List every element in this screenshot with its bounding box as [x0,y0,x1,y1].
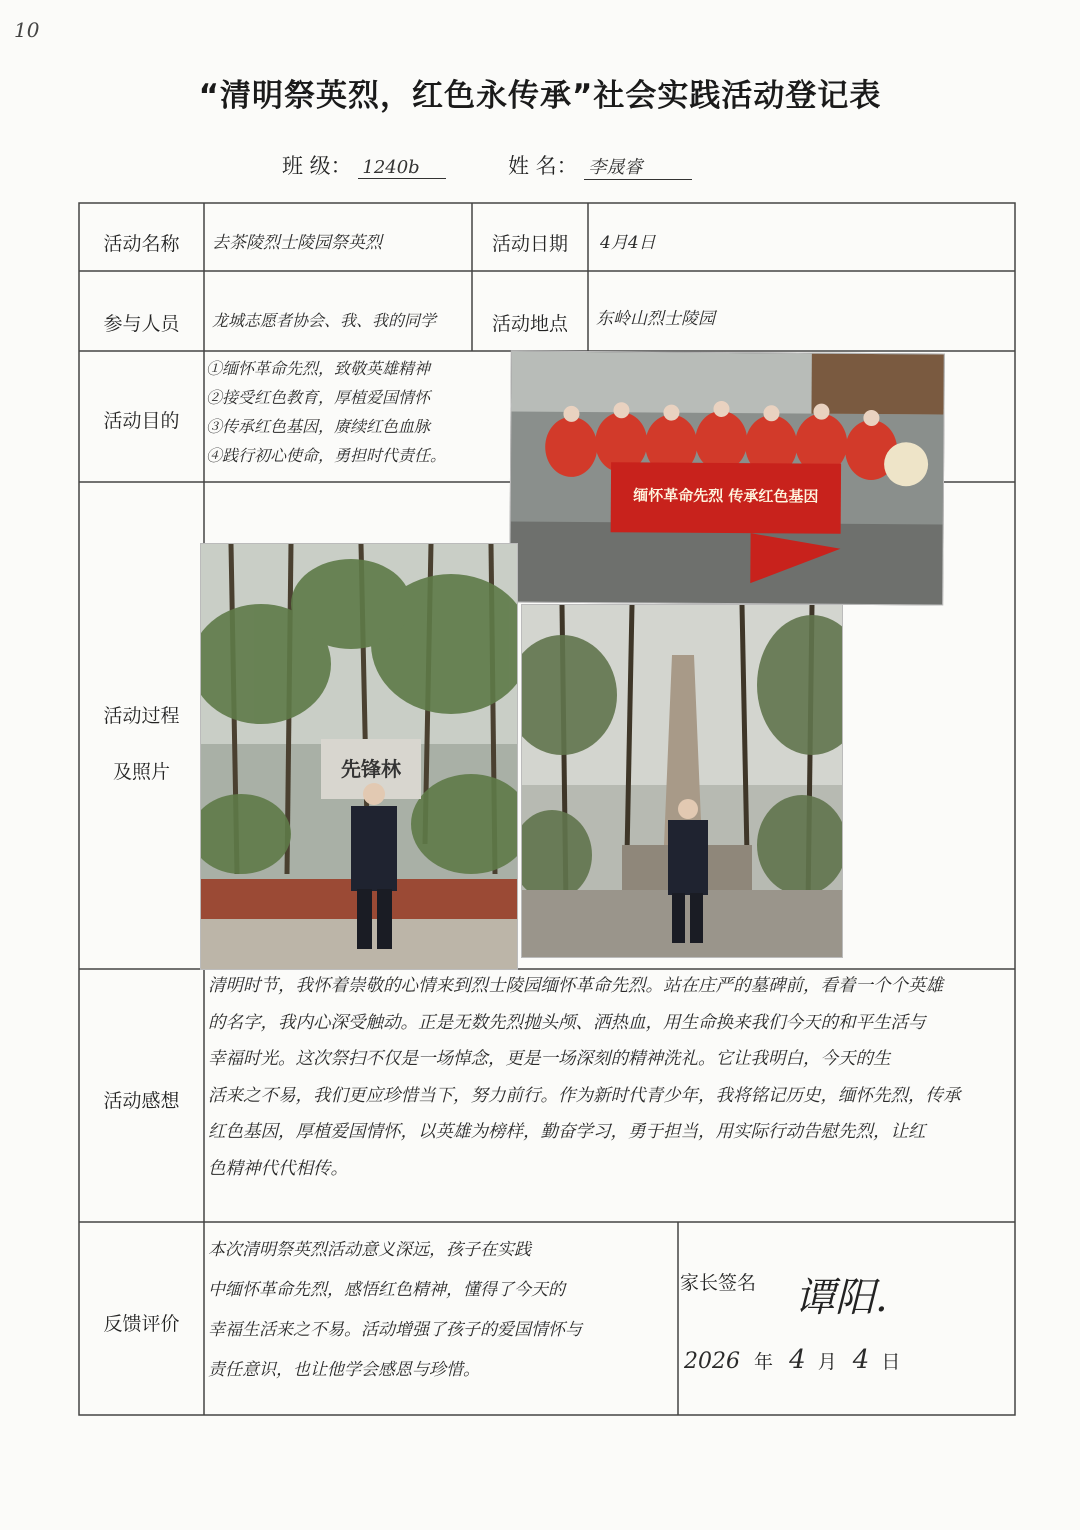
class-label: 班 级： [282,154,352,178]
form-title: “清明祭英烈，红色永传承”社会实践活动登记表 [198,78,882,114]
parent-sign-label: 家长签名 [680,1272,757,1294]
purpose-item: ②接受红色教育，厚植爱国情怀 [206,388,431,407]
participants-label: 参与人员 [103,313,180,335]
process-label [79,688,204,800]
group-banner-text: 缅怀革命先烈 传承红色基因 [633,486,819,506]
name-label: 姓 名： [508,154,578,178]
parent-signature: 谭阳. [795,1275,888,1321]
thoughts-line: 幸福时光。这次祭扫不仅是一场悼念，更是一场深刻的精神洗礼。它让我明白，今天的生 [208,1049,891,1069]
page-number-mark: 10 [14,18,40,42]
sign-day: 4 [852,1345,870,1375]
thoughts-line: 红色基因，厚植爱国情怀，以英雄为榜样，勤奋学习，勇于担当，用实际行动告慰先烈，让红 [208,1122,926,1142]
purpose-item: ④践行初心使命，勇担时代责任。 [206,446,447,465]
student-monument-image [522,605,842,957]
activity-name-value: 去茶陵烈士陵园祭英烈 [212,233,382,253]
process-label-line-2: 及照片 [112,761,170,783]
thoughts-line: 清明时节，我怀着崇敬的心情来到烈士陵园缅怀革命先烈。站在庄严的墓碑前，看着一个个英雄 [208,976,943,996]
sign-day-label: 日 [881,1351,901,1373]
feedback-text [208,1230,678,1390]
feedback-line: 幸福生活来之不易。活动增强了孩子的爱国情怀与 [208,1320,582,1340]
student-forest-photo [200,543,518,970]
name-value: 李晟睿 [584,153,692,180]
thoughts-line: 活来之不易，我们更应珍惜当下，努力前行。作为新时代青少年，我将铭记历史，缅怀先烈，传承 [208,1085,961,1106]
location-value: 东岭山烈士陵园 [596,309,715,329]
sign-year: 2026 [684,1349,740,1374]
feedback-label: 反馈评价 [103,1313,180,1335]
activity-date-label: 活动日期 [491,233,568,255]
sign-month: 4 [789,1345,806,1375]
student-monument-photo [521,604,843,958]
thoughts-line: 色精神代代相传。 [208,1158,348,1179]
student-forest-image [201,544,517,969]
thoughts-text [208,968,1012,1187]
sign-date [684,1345,900,1375]
activity-name-label: 活动名称 [103,233,180,255]
location-label: 活动地点 [491,313,568,335]
purpose-item: ③传承红色基因，赓续红色血脉 [206,417,431,436]
thoughts-line: 的名字，我内心深受触动。正是无数先烈抛头颅、洒热血，用生命换来我们今天的和平生活与 [208,1012,926,1033]
participants-value: 龙城志愿者协会、我、我的同学 [212,311,437,330]
group-photo-image [510,351,944,604]
sign-year-label: 年 [754,1351,774,1373]
purpose-label: 活动目的 [103,410,180,432]
class-value: 1240b [358,157,446,179]
purpose-item: ①缅怀革命先烈，致敬英雄精神 [206,359,431,378]
feedback-line: 本次清明祭英烈活动意义深远，孩子在实践 [208,1240,531,1260]
group-photo [509,350,945,605]
activity-date-value: 4月4日 [600,233,656,253]
feedback-line: 中缅怀革命先烈，感悟红色精神，懂得了今天的 [208,1280,565,1300]
thoughts-label: 活动感想 [103,1090,180,1112]
stone-text: 先锋林 [341,757,401,781]
purpose-list [206,354,506,470]
sign-month-label: 月 [817,1351,837,1373]
feedback-line: 责任意识，也让他学会感恩与珍惜。 [208,1360,480,1380]
process-label-line-1: 活动过程 [103,705,180,727]
